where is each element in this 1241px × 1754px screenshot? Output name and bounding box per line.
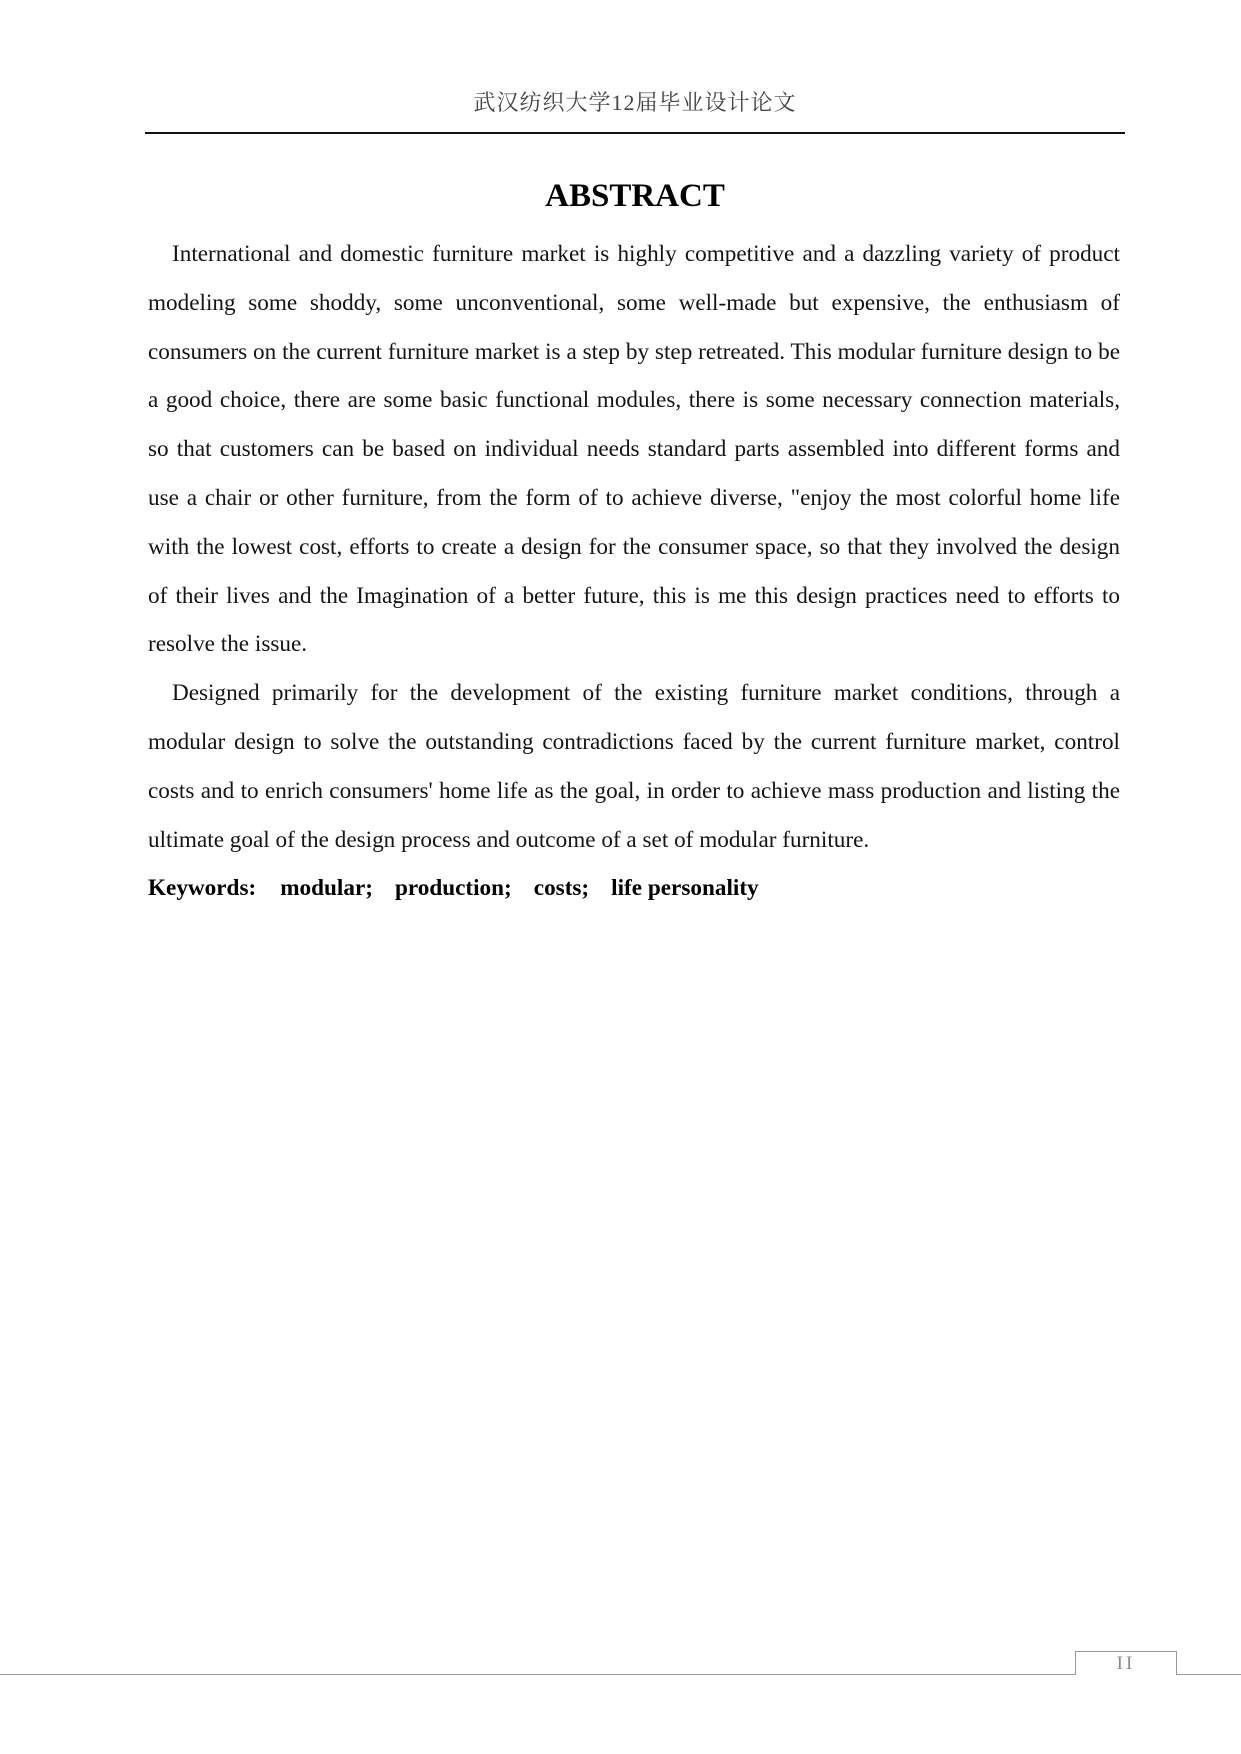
- abstract-title: ABSTRACT: [545, 178, 725, 214]
- page-number-box: [1075, 1651, 1177, 1675]
- keyword-item: life personality: [611, 875, 759, 902]
- footer-divider: [0, 1674, 1241, 1675]
- abstract-paragraph-1: International and domestic furniture market is highly competitive and a dazzling variety of product modeling some shoddy, some unconventional, some well-made but expensive, the enthusiasm of consumers on the current furniture market is a step by step retreated. This modular furniture design to be a good choice, there are some basic functional modules, there is some necessary connection materials, so that customers can be based on individual needs standard parts assembled into different forms and use a chair or other furniture, from the form of to achieve diverse, "enjoy the most colorful home life with the lowest cost, efforts to create a design for the consumer space, so that they involved the design of their lives and the Imagination of a better future, this is me this design practices need to efforts to resolve the issue.: [148, 241, 1120, 658]
- keyword-item: costs;: [533, 875, 590, 902]
- keywords-line: [148, 864, 1120, 913]
- keyword-item: production;: [394, 875, 512, 902]
- header-divider: [145, 132, 1125, 134]
- keyword-item: modular;: [280, 875, 373, 902]
- abstract-paragraph-2: Designed primarily for the development of the existing furniture market conditions, through a modular design to solve the outstanding contradictions faced by the current furniture market, control costs and to enrich consumers' home life as the goal, in order to achieve mass production and listing the ultimate goal of the design process and outcome of a set of modular furniture.: [148, 680, 1120, 853]
- keywords-label: Keywords:: [148, 875, 257, 902]
- page-number: II: [1116, 1653, 1136, 1674]
- abstract-body: [148, 230, 1120, 913]
- running-header: 武汉纺织大学12届毕业设计论文: [473, 90, 797, 115]
